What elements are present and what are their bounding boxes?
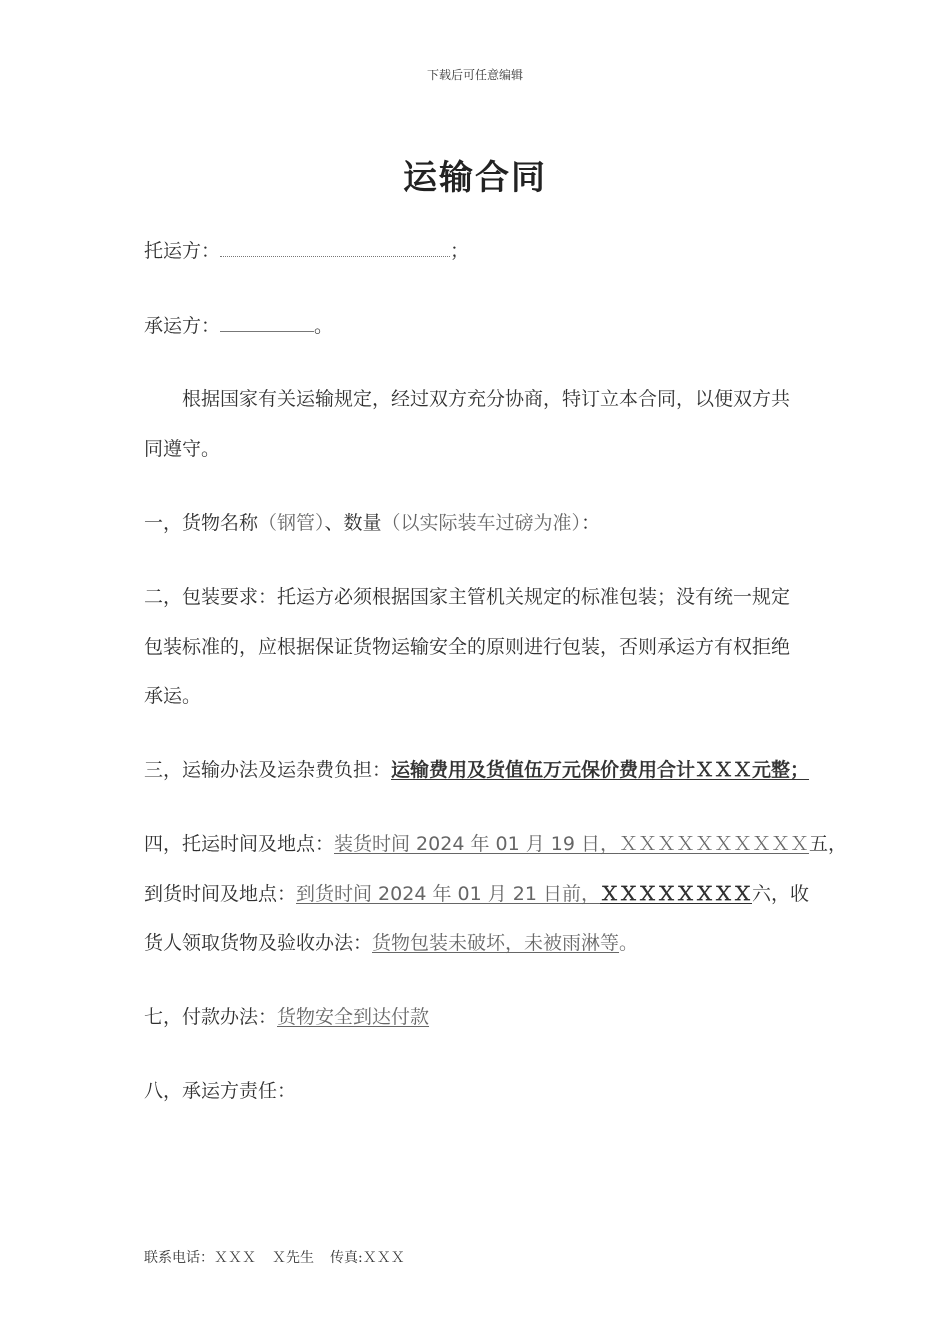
section-4-label: 四，托运时间及地点： (144, 833, 335, 855)
carrier-line (144, 311, 333, 338)
arrive-place: ＸＸＸＸＸＸＸＸ (599, 883, 752, 905)
carrier-blank (220, 315, 314, 332)
consignor-line (144, 236, 469, 263)
section-4-line-2 (144, 879, 809, 906)
section-2-line-3: 承运。 (144, 685, 202, 707)
arrive-label: 到货时间及地点： (144, 883, 297, 905)
receive-method: 货物包装未破坏，未被雨淋等 (372, 932, 620, 954)
section-1-line (144, 508, 600, 535)
section-2-line-1: 二，包装要求：托运方必须根据国家主管机关规定的标准包装；没有统一规定 (144, 586, 791, 608)
document-title: 运输合同 (403, 158, 547, 198)
section-1-prefix: 一，货物名称 (144, 512, 259, 534)
header-note: 下载后可任意编辑 (426, 68, 523, 82)
section-3-line (144, 755, 809, 782)
quantity-note: （以实际装车过磅为准） (381, 512, 582, 534)
carrier-label: 承运方： (144, 315, 221, 337)
section-7-label: 七，付款办法： (144, 1006, 278, 1028)
section-7-line (144, 1002, 429, 1029)
payment-method: 货物安全到达付款 (277, 1006, 430, 1028)
footer-contact-person: Ｘ先生 (272, 1250, 314, 1266)
load-place: ＸＸＸＸＸＸＸＸＸＸ (618, 833, 809, 855)
intro-line-1: 根据国家有关运输规定，经过双方充分协商，特订立本合同，以便双方共 (182, 388, 791, 410)
intro-line-2: 同遵守。 (144, 438, 221, 460)
carrier-end: 。 (314, 315, 334, 337)
section-8-line: 八，承运方责任： (144, 1080, 297, 1102)
section-3-label: 三，运输办法及运杂费负担： (144, 759, 392, 781)
load-time: 装货时间 2024 年 01 月 19 日， (334, 833, 619, 855)
footer-fax: 传真:ＸＸＸ (330, 1250, 405, 1266)
section-1-end: ： (581, 512, 601, 534)
arrive-time: 到货时间 2024 年 01 月 21 日前， (296, 883, 600, 905)
goods-name: （钢管） (258, 512, 325, 534)
receive-end: 。 (619, 932, 639, 954)
consignor-label: 托运方： (144, 240, 221, 262)
transport-fee: 运输费用及货值伍万元保价费用合计ＸＸＸ元整； (391, 759, 810, 781)
section-1-middle: 、数量 (324, 512, 382, 534)
consignor-blank (220, 240, 450, 257)
footer-phone: 联系电话：ＸＸＸ (144, 1250, 256, 1266)
section-2-line-2: 包装标准的，应根据保证货物运输安全的原则进行包装，否则承运方有权拒绝 (144, 636, 791, 658)
section-4-line-1 (144, 829, 847, 856)
footer-contact (144, 1247, 405, 1267)
load-end: 五， (808, 833, 847, 855)
receive-label: 货人领取货物及验收办法： (144, 932, 373, 954)
consignor-end: ； (450, 240, 470, 262)
arrive-end: 六，收 (751, 883, 809, 905)
section-4-line-3 (144, 928, 638, 955)
